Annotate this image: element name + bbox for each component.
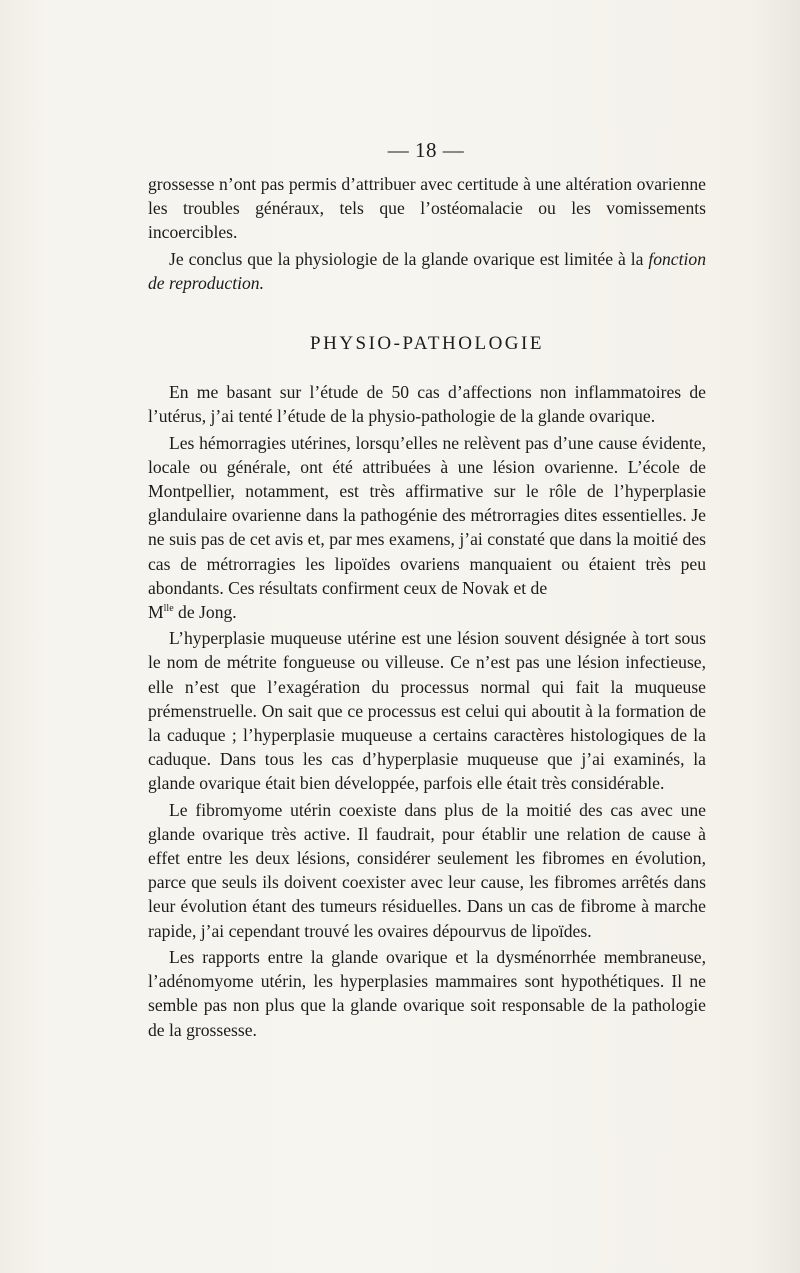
paragraph-conclusion-text: Je conclus que la physiologie de la glande ovarique est limitée à la: [169, 248, 649, 269]
paragraph-hyperplasie: L’hyperplasie muqueuse utérine est une lésion souvent désignée à tort sous le nom de métrite fongueuse ou villeuse. Ce n’est pas une lésion infectieuse, elle n’est que l’exagération du processus normal qui fait la muqueuse prémenstruelle. On sait que ce processus est celui qui aboutit à la formation de la caduque ; l’hyperplasie muqueuse a certains caractères histologiques de la caduque. Dans tous les cas d’hyperplasie muqueuse que j’ai examinés, la glande ovarique était bien développée, parfois elle était très considérable.: [148, 628, 706, 794]
body-text: [148, 172, 706, 1042]
page-number: — 18 —: [387, 138, 465, 162]
novak-mlle-suffix: de Jong.: [173, 602, 237, 623]
novak-mlle-superscript: lle: [163, 603, 174, 615]
paragraph-fibromyome: Le fibromyome utérin coexiste dans plus de la moitié des cas avec une glande ovarique très active. Il faudrait, pour établir une relation de cause à effet entre les deux lésions, considérer seulement les fibromes en évolution, parce que seuls ils doivent coexister avec leur cause, les fibromes arrêtés dans leur évolution étant des tumeurs résiduelles. Dans un cas de fibrome à marche rapide, j’ai cependant trouvé les ovaires dépourvus de lipoïdes.: [148, 799, 706, 941]
novak-mlle-prefix: M: [148, 602, 164, 623]
paragraph-conclusion-italic: fonction de reproduction.: [148, 248, 706, 293]
section-heading: PHYSIO-PATHOLOGIE: [310, 333, 544, 355]
paragraph-intro: En me basant sur l’étude de 50 cas d’affections non inflammatoires de l’utérus, j’ai tenté l’étude de la physio-pathologie de la glande ovarique.: [148, 382, 706, 427]
paragraph-hemorragies: [148, 431, 706, 625]
paragraph-hemorragies-text: Les hémorragies utérines, lorsqu’elles ne relèvent pas d’une cause évidente, locale ou générale, ont été attribuées à une lésion ovarienne. L’école de Montpellier, notamment, est très affirmative sur le rôle de l’hyperplasie glandulaire ovarienne dans la pathogénie des métrorragies dites essentielles. Je ne suis pas de cet avis et, par mes examens, j’ai constaté que dans la moitié des cas de métrorragies les lipoïdes ovariens manquaient ou étaient très peu abondants. Ces résultats confirment ceux de Novak et de: [148, 432, 706, 598]
paragraph-rapports: Les rapports entre la glande ovarique et la dysménorrhée membraneuse, l’adénomyome utérin, les hyperplasies mammaires sont hypothétiques. Il ne semble pas non plus que la glande ovarique soit responsable de la pathologie de la grossesse.: [148, 946, 706, 1040]
paragraph-continued: grossesse n’ont pas permis d’attribuer avec certitude à une altération ovarienne les troubles généraux, tels que l’ostéomalacie ou les vomissements incoercibles.: [148, 174, 706, 243]
paragraph-conclusion: [148, 247, 706, 295]
